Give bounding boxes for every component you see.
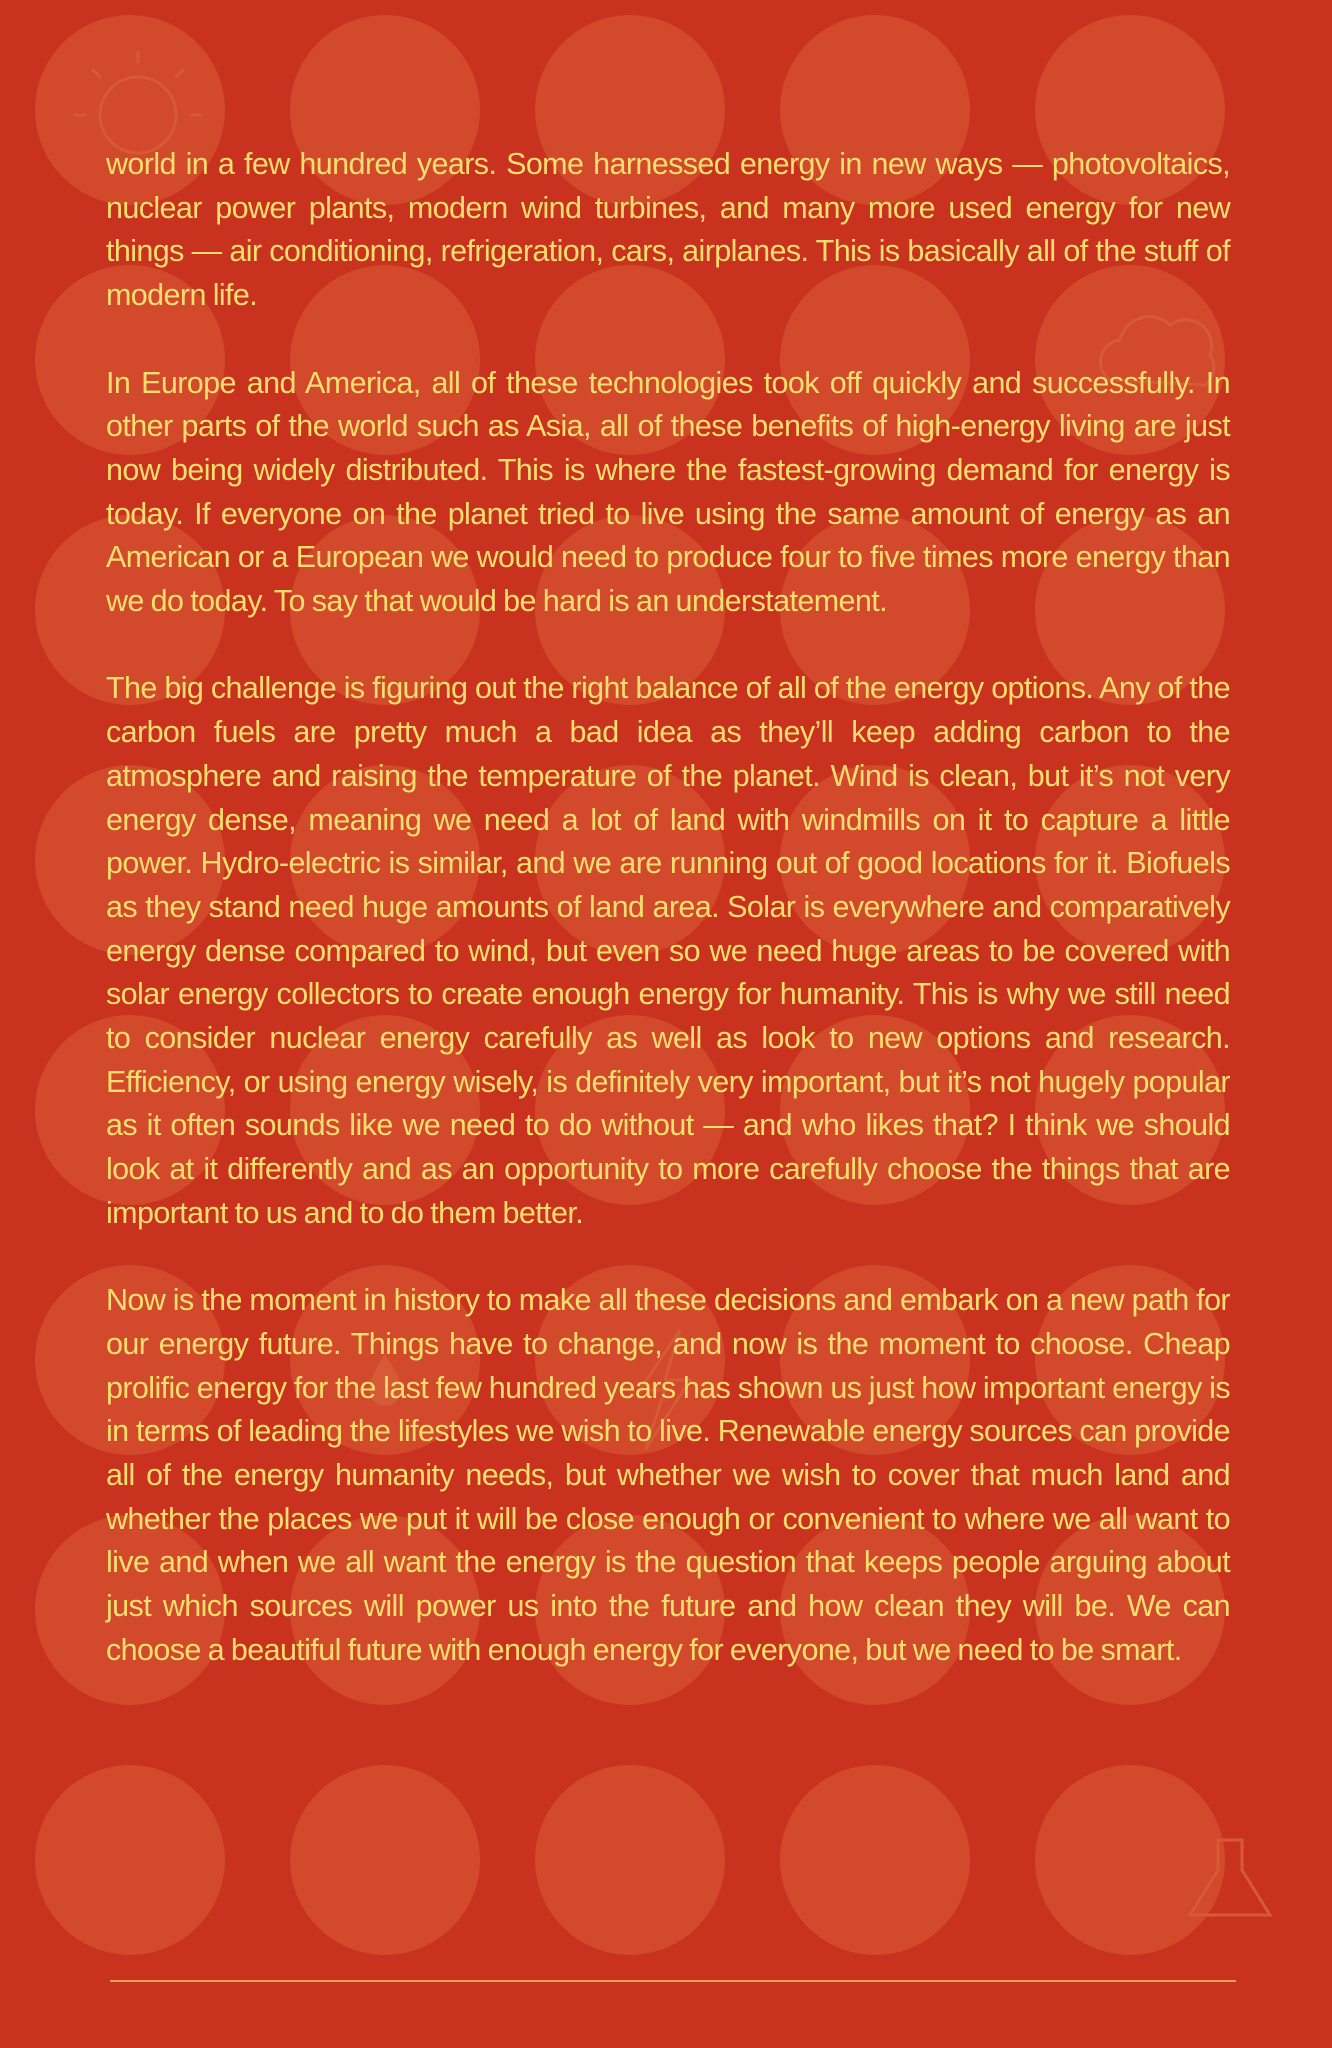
paragraph: world in a few hundred years. Some harnessed energy in new ways — photovoltaics, nuclear power plants, modern wind turbines, and many more used energy for new things — air conditioning, refrigeration, cars, airplanes. This is basically all of the stuff of modern life. (106, 147, 1230, 313)
background-circle (1035, 1765, 1225, 1955)
background-circle (35, 1765, 225, 1955)
footer-rule (110, 1980, 1236, 1982)
paragraph: Now is the moment in history to make all these decisions and embark on a new path for our energy future. Things have to change, and now is the moment to choose. Cheap prolific energy for the last few hundred years has shown us just how important energy is in terms of leading the lifestyles we wish to live. Renewable energy sources can provide all of the energy humanity needs, but whether we wish to cover that much land and whether the places we put it will be close enough or convenient to where we all want to live and when we all want the energy is the question that keeps people arguing about just which sources will power us into the future and how clean they will be. We can choose a beautiful future with enough energy for everyone, but we need to be smart. (106, 1283, 1230, 1667)
background-circle (535, 1765, 725, 1955)
article-body (106, 143, 1230, 1716)
background-circle (290, 1765, 480, 1955)
background-circle (780, 1765, 970, 1955)
paragraph: In Europe and America, all of these technologies took off quickly and successfully. In other parts of the world such as Asia, all of these benefits of high-energy living are just now being widely distributed. This is where the fastest-growing demand for energy is today. If everyone on the planet tried to live using the same amount of energy as an American or a European we would need to produce four to five times more energy than we do today. To say that would be hard is an understatement. (106, 365, 1230, 619)
paragraph: The big challenge is figuring out the right balance of all of the energy options. Any of the carbon fuels are pretty much a bad idea as they’ll keep adding carbon to the atmosphere and raising the temperature of the planet. Wind is clean, but it’s not very energy dense, meaning we need a lot of land with windmills on it to capture a little power. Hydro-electric is similar, and we are running out of good locations for it. Biofuels as they stand need huge amounts of land area. Solar is everywhere and comparatively energy dense compared to wind, but even so we need huge areas to be covered with solar energy collectors to create enough energy for humanity. This is why we still need to consider nuclear energy carefully as well as look to new options and research. Efficiency, or using energy wisely, is definitely very important, but it’s not hugely popular as it often sounds like we need to do without — and who likes that? I think we should look at it differently and as an opportunity to more carefully choose the things that are important to us and to do them better. (106, 671, 1230, 1230)
